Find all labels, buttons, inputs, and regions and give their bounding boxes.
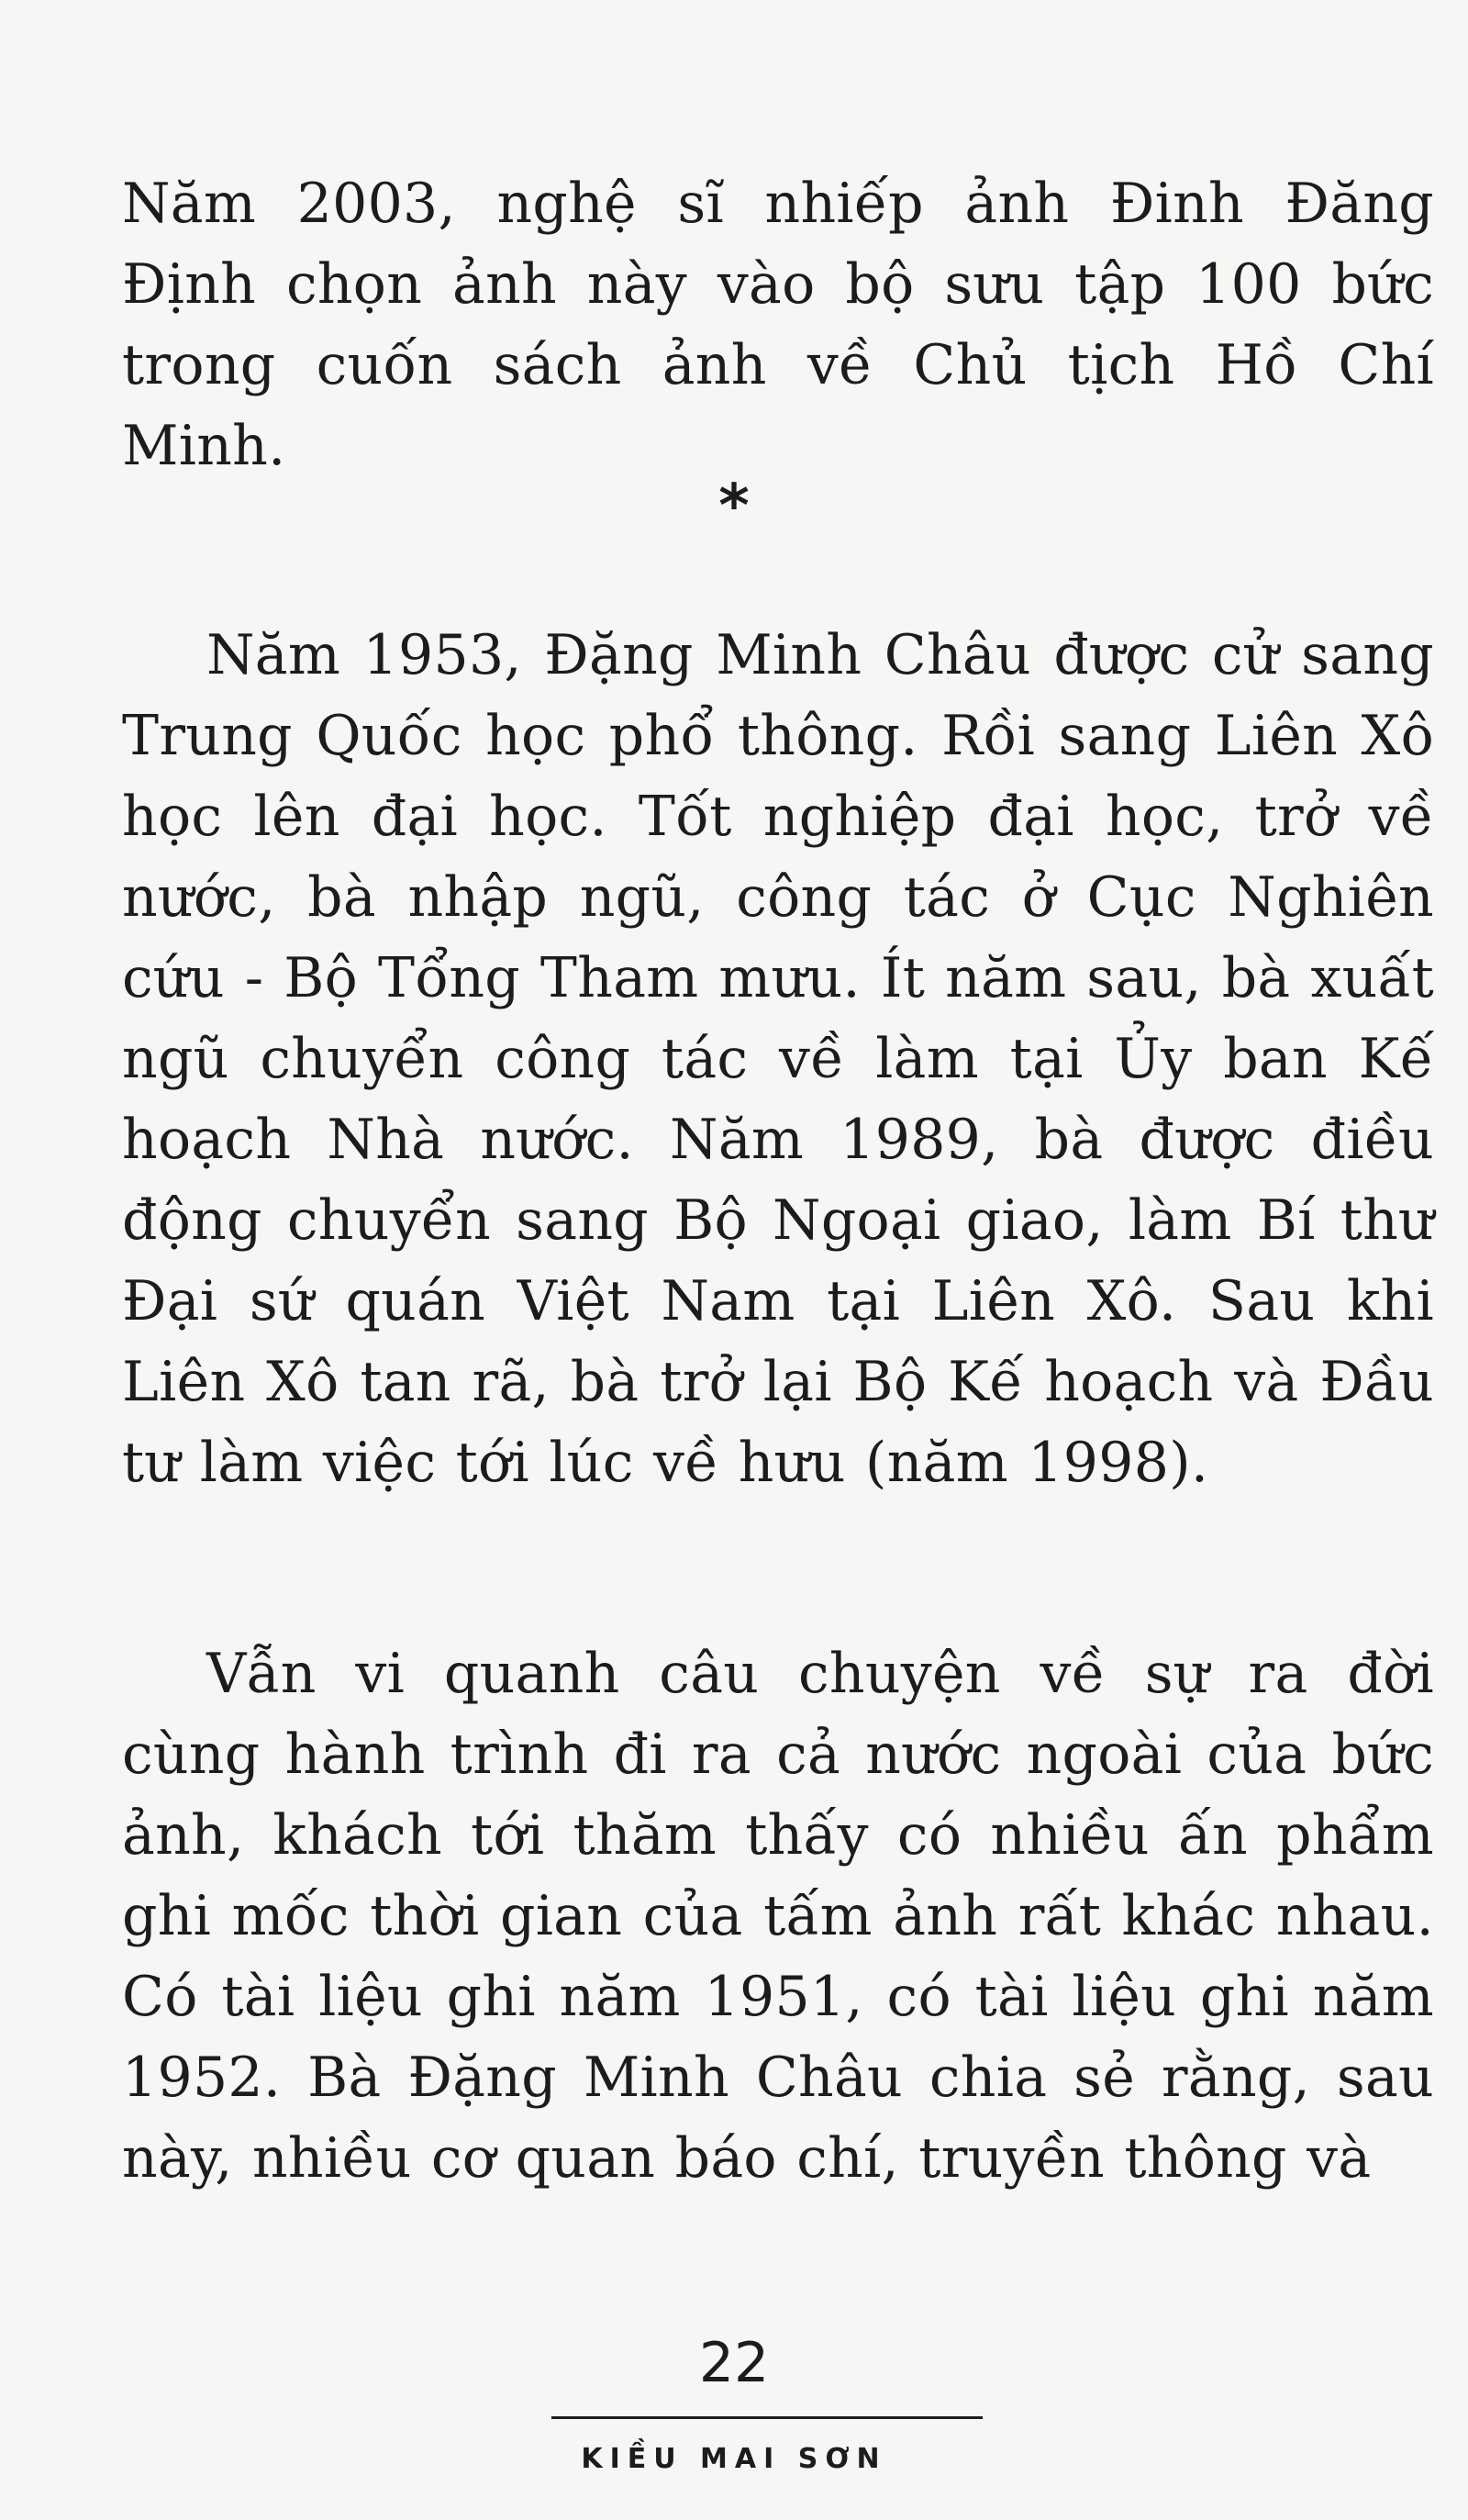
paragraph-1: Năm 2003, nghệ sĩ nhiếp ảnh Đinh Đăng Định chọn ảnh này vào bộ sưu tập 100 bức trong cuốn sách ảnh về Chủ tịch Hồ Chí Minh. [122, 172, 1434, 478]
footer-rule [551, 2416, 983, 2419]
page-number: 22 [698, 2331, 770, 2395]
running-footer-author: KIỀU MAI SƠN [581, 2443, 887, 2475]
paragraph-2: Năm 1953, Đặng Minh Châu được cử sang Trung Quốc học phổ thông. Rồi sang Liên Xô học lên đại học. Tốt nghiệp đại học, trở về nước, bà nhập ngũ, công tác ở Cục Nghiên cứu - Bộ Tổng Tham mưu. Ít năm sau, bà xuất ngũ chuyển công tác về làm tại Ủy ban Kế hoạch Nhà nước. Năm 1989, bà được điều động chuyển sang Bộ Ngoại giao, làm Bí thư Đại sứ quán Việt Nam tại Liên Xô. Sau khi Liên Xô tan rã, bà trở lại Bộ Kế hoạch và Đầu tư làm việc tới lúc về hưu (năm 1998). [122, 623, 1434, 1495]
section-separator: * [718, 473, 750, 541]
paragraph-3: Vẫn vi quanh câu chuyện về sự ra đời cùng hành trình đi ra cả nước ngoài của bức ảnh, khách tới thăm thấy có nhiều ấn phẩm ghi mốc thời gian của tấm ảnh rất khác nhau. Có tài liệu ghi năm 1951, có tài liệu ghi năm 1952. Bà Đặng Minh Châu chia sẻ rằng, sau này, nhiều cơ quan báo chí, truyền thông và [122, 1642, 1434, 2191]
